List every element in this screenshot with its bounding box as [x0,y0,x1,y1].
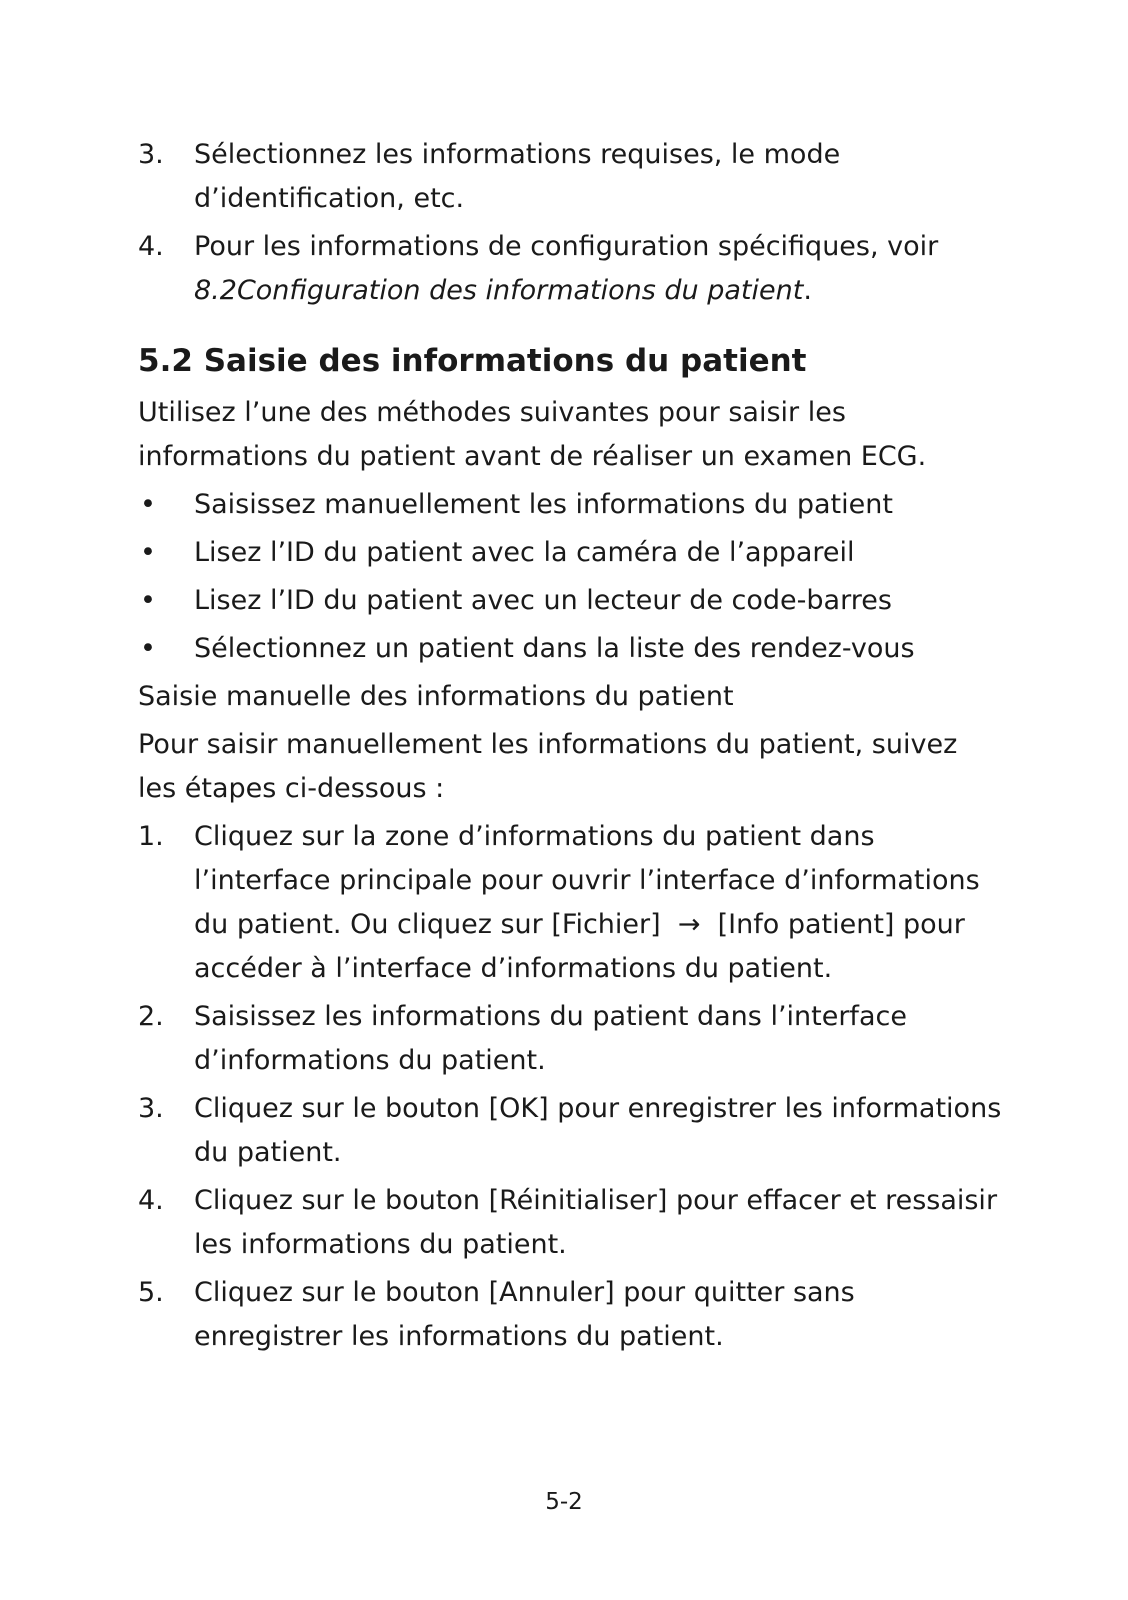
bullet-item [138,627,1008,671]
list-item-text [194,225,1008,313]
step-number: 1. [138,821,164,852]
text-line [194,269,1008,313]
bullet-icon: • [140,585,156,616]
text-line: Cliquez sur le bouton [Réinitialiser] pour effacer et ressaisir [194,1185,998,1216]
step-number: 2. [138,1001,164,1032]
step-item [138,995,1008,1083]
step-number: 5. [138,1277,164,1308]
step-number: 4. [138,1185,164,1216]
bullet-icon: • [140,633,156,664]
step-text [194,995,1008,1083]
step-text [194,1087,1008,1175]
step-item [138,1179,1008,1267]
text-line: les informations du patient. [194,1229,567,1260]
step-number: 3. [138,1093,164,1124]
text-line: accéder à l’interface d’informations du patient. [194,953,833,984]
text-line: les étapes ci-dessous : [138,773,445,804]
text-line: Utilisez l’une des méthodes suivantes pour saisir les [138,397,846,428]
list-item-text [194,133,1008,221]
text-line: Cliquez sur le bouton [OK] pour enregistrer les informations [194,1093,1002,1124]
cross-reference-link[interactable]: 8.2Configuration des informations du patient [194,275,804,306]
text-line: l’interface principale pour ouvrir l’interface d’informations [194,865,980,896]
intro-paragraph [138,391,1008,479]
page-number: 5-2 [545,1489,583,1515]
text-line: Pour saisir manuellement les informations du patient, suivez [138,729,958,760]
steps-intro [138,723,1008,811]
bullet-icon: • [140,489,156,520]
step-item [138,815,1008,991]
text-line: Cliquez sur le bouton [Annuler] pour quitter sans [194,1277,855,1308]
step-item [138,1271,1008,1359]
text-line: d’informations du patient. [194,1045,546,1076]
text-line: Pour les informations de configuration spécifiques, voir [194,231,939,262]
step-text [194,1271,1008,1359]
bullet-text: Lisez l’ID du patient avec la caméra de l’appareil [194,537,855,568]
text-line: du patient. Ou cliquez sur [Fichier] → [Info patient] pour [194,909,965,940]
bullet-item [138,579,1008,623]
document-page [138,133,1008,1363]
list-item [138,133,1008,221]
list-number: 3. [138,139,164,170]
bullet-icon: • [140,537,156,568]
text-line: enregistrer les informations du patient. [194,1321,724,1352]
bullet-text: Sélectionnez un patient dans la liste des rendez-vous [194,633,915,664]
step-text [194,1179,1008,1267]
list-item [138,225,1008,313]
bullet-text: Lisez l’ID du patient avec un lecteur de code-barres [194,585,892,616]
text-line: d’identification, etc. [194,183,465,214]
subheading: Saisie manuelle des informations du patient [138,681,734,712]
punctuation: . [803,275,812,306]
text-line: informations du patient avant de réaliser un examen ECG. [138,441,927,472]
step-item [138,1087,1008,1175]
text-line: du patient. [194,1137,342,1168]
text-line: Sélectionnez les informations requises, le mode [194,139,841,170]
text-line: Saisissez les informations du patient dans l’interface [194,1001,907,1032]
step-text [194,815,1008,991]
list-number: 4. [138,231,164,262]
text-line: Cliquez sur la zone d’informations du patient dans [194,821,875,852]
section-heading: 5.2 Saisie des informations du patient [138,343,807,379]
bullet-item [138,483,1008,527]
bullet-item [138,531,1008,575]
bullet-text: Saisissez manuellement les informations du patient [194,489,893,520]
